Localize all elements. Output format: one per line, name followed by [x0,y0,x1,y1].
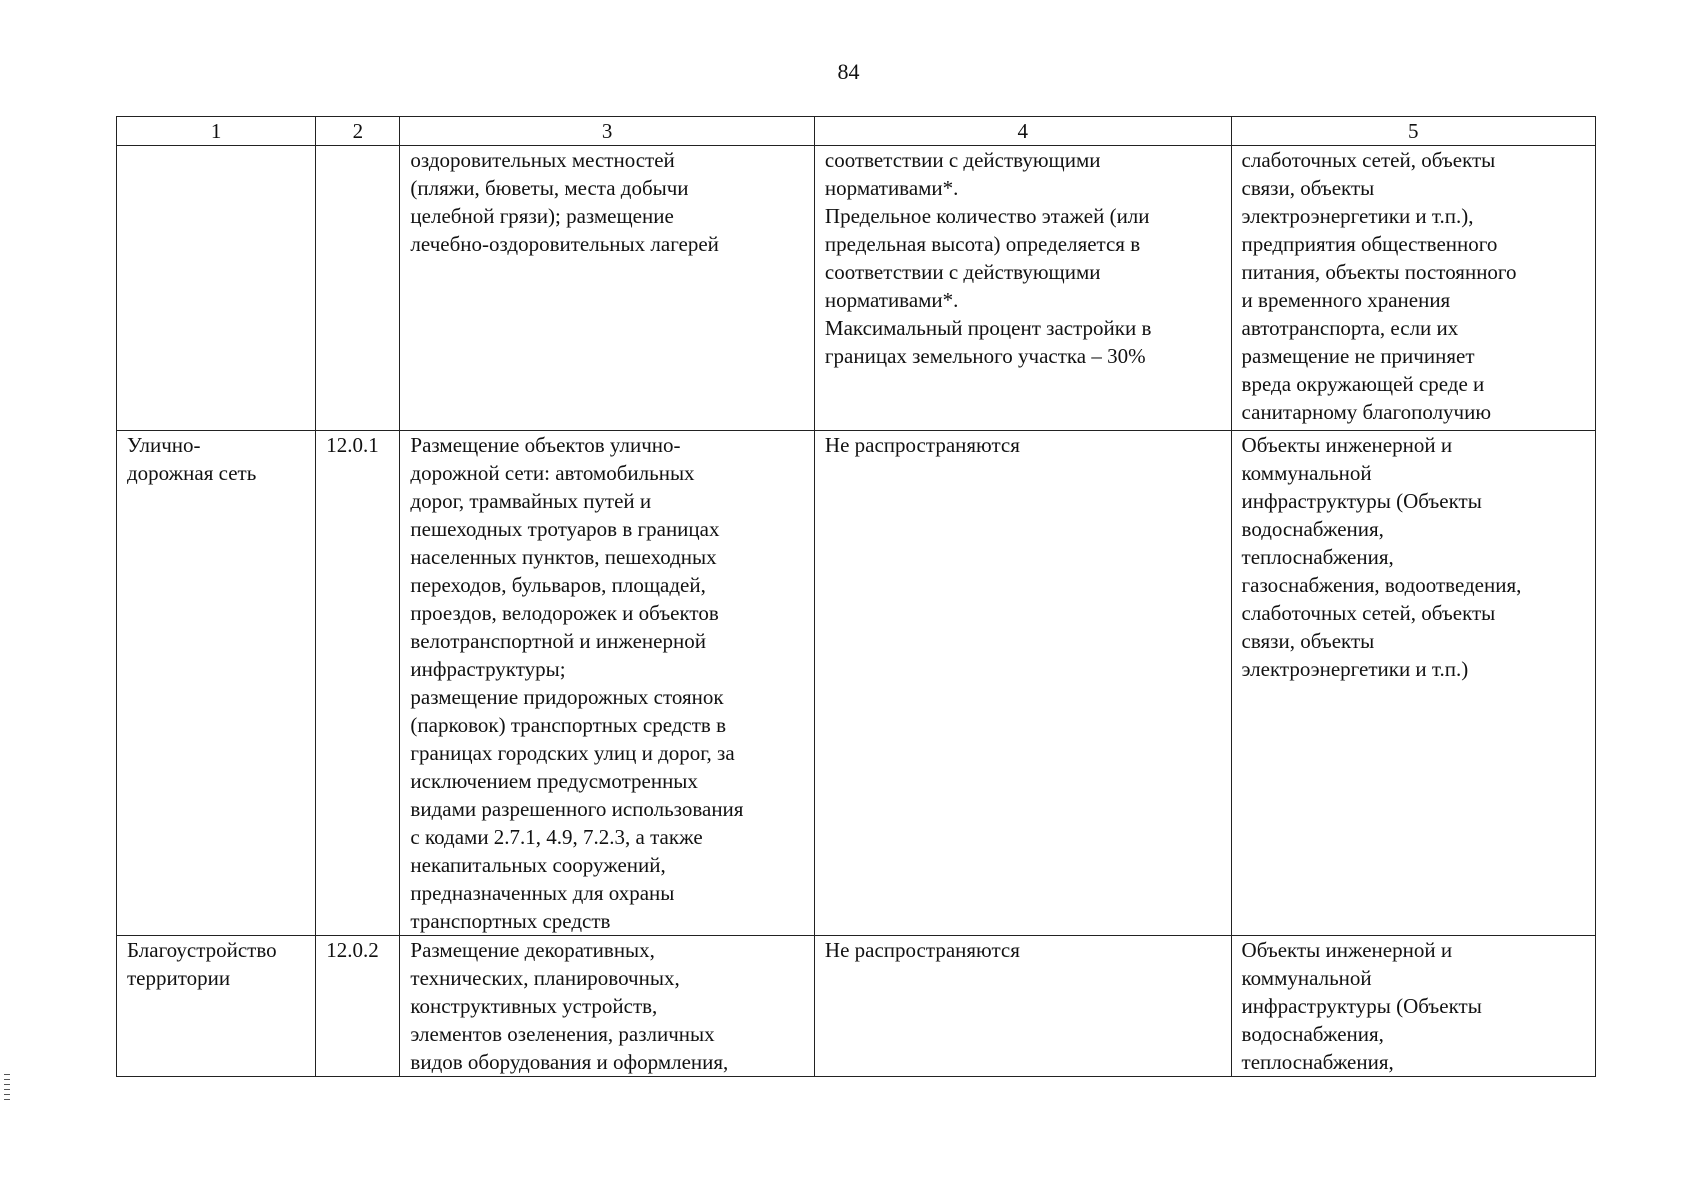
auxiliary-cell [1231,146,1595,431]
use-name: Улично- дорожная сеть [127,433,257,485]
use-code: 12.0.2 [326,938,379,962]
use-code: 12.0.1 [326,433,379,457]
use-name-cell [117,936,316,1077]
use-description: Размещение декоративных, технических, планировочных, конструктивных устройств, элементов озеленения, различных видов оборудования и оформления, [410,938,729,1074]
auxiliary-cell [1231,431,1595,936]
use-code-cell [316,146,400,431]
use-description-cell [400,936,815,1077]
parameters-text: Не распространяются [824,938,1020,962]
table-row [117,146,1596,431]
column-header: 1 [117,117,316,146]
parameters-cell [814,431,1231,936]
zoning-table [116,116,1596,1077]
table-header-row [117,117,1596,146]
use-name: Благоустройство территории [127,938,277,990]
table-row [117,431,1596,936]
parameters-cell [814,936,1231,1077]
use-name-cell [117,431,316,936]
column-header: 4 [814,117,1231,146]
use-description: оздоровительных местностей (пляжи, бюветы, места добычи целебной грязи); размещение лечебно-оздоровительных лагерей [410,148,719,256]
auxiliary-text: Объекты инженерной и коммунальной инфраструктуры (Объекты водоснабжения, теплоснабжения, [1241,938,1482,1074]
use-name-cell [117,146,316,431]
use-code-cell [316,431,400,936]
column-header: 3 [400,117,815,146]
use-code-cell [316,936,400,1077]
column-header: 5 [1231,117,1595,146]
auxiliary-text: слаботочных сетей, объекты связи, объекты электроэнергетики и т.п.), предприятия общественного питания, объекты постоянного и временного хранения автотранспорта, если их размещение не причиняет вреда окружающей среде и санитарному благополучию [1241,148,1517,424]
use-description-cell [400,431,815,936]
parameters-cell [814,146,1231,431]
parameters-text: Не распространяются [824,433,1020,457]
auxiliary-text: Объекты инженерной и коммунальной инфраструктуры (Объекты водоснабжения, теплоснабжения, газоснабжения, водоотведения, слаботочных сетей, объекты связи, объекты электроэнергетики и т.п.) [1241,433,1522,681]
scan-margin-mark [4,1074,10,1104]
column-header: 2 [316,117,400,146]
use-description-cell [400,146,815,431]
parameters-text: соответствии с действующими нормативами*. Предельное количество этажей (или предельная высота) определяется в соответствии с действующими нормативами*. Максимальный процент застройки в границах земельного участка – 30% [824,148,1152,368]
page-number: 84 [837,59,860,84]
use-description: Размещение объектов улично- дорожной сети: автомобильных дорог, трамвайных путей и пешеходных тротуаров в границах населенных пунктов, пешеходных переходов, бульваров, площадей, проездов, велодорожек и объектов велотранспортной и инженерной инфраструктуры; размещение придорожных стоянок (парковок) транспортных средств в границах городских улиц и дорог, за исключением предусмотренных видами разрешенного использования с кодами 2.7.1, 4.9, 7.2.3, а также некапитальных сооружений, предназначенных для охраны транспортных средств [410,433,744,933]
table-row [117,936,1596,1077]
auxiliary-cell [1231,936,1595,1077]
